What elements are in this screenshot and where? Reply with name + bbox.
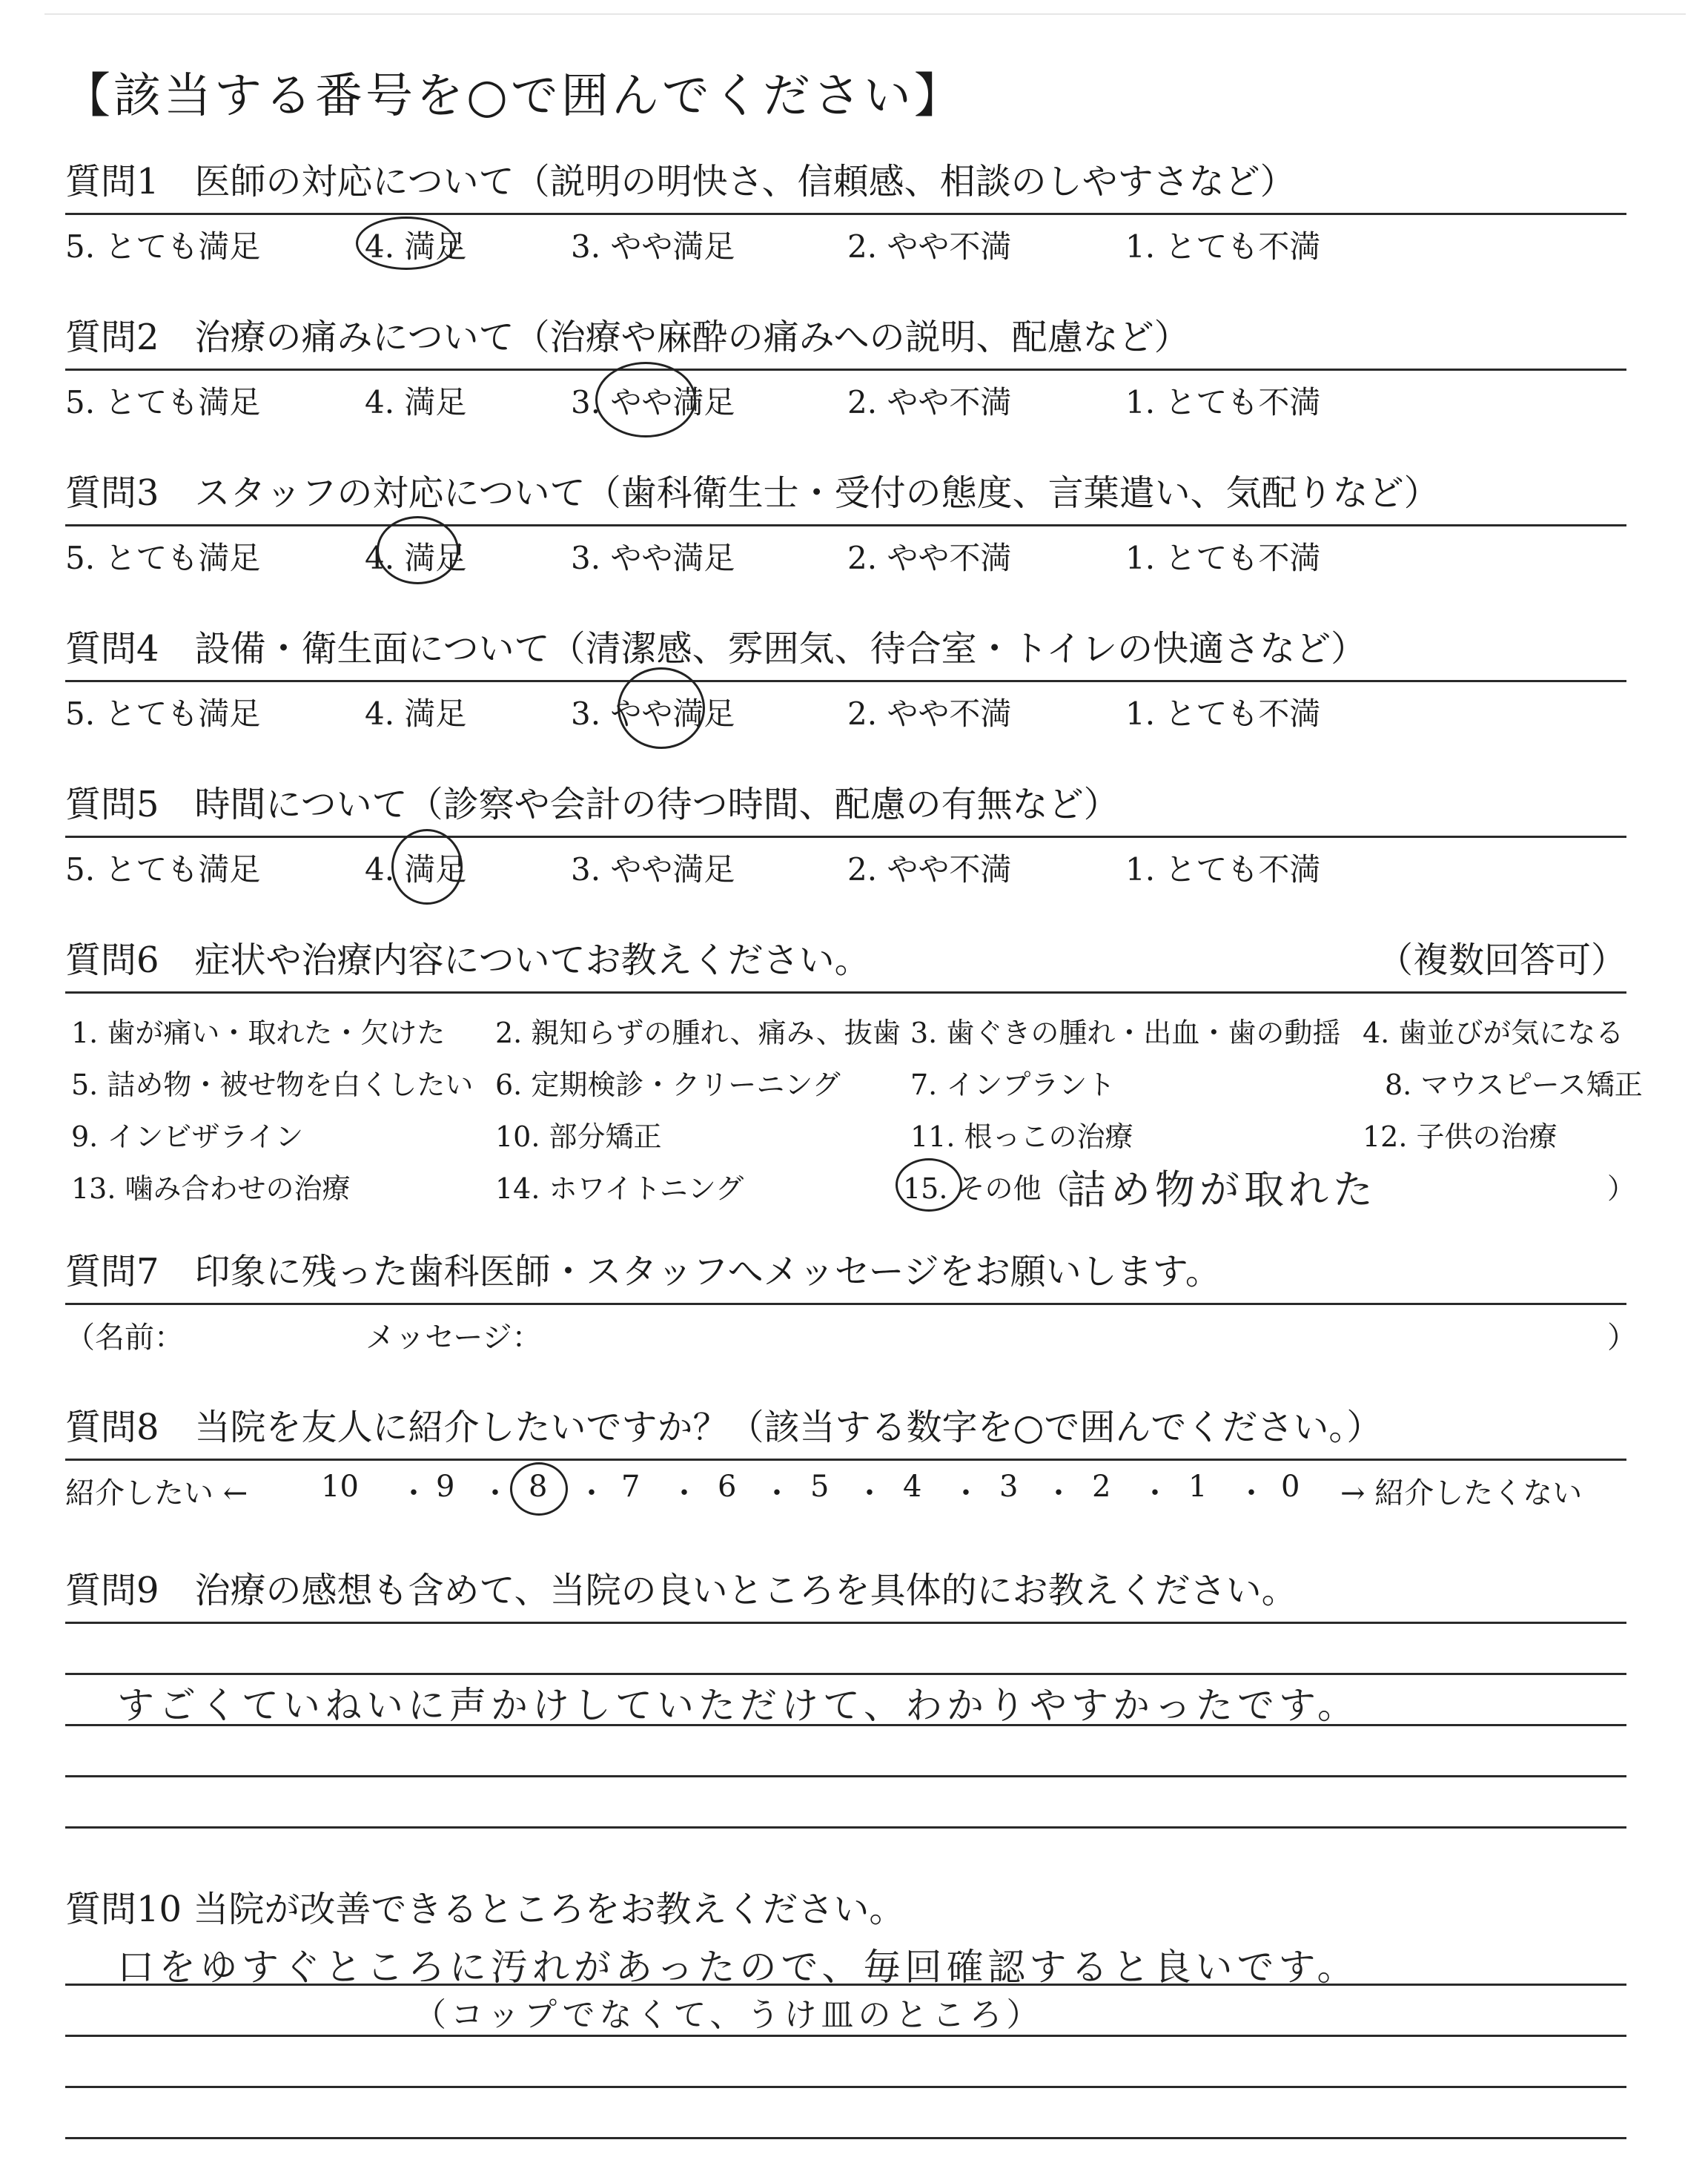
handwritten-answer-note[interactable]: （コップでなくて、うけ皿のところ） bbox=[414, 1996, 1044, 2034]
scale-dot: ・ bbox=[399, 1476, 428, 1510]
selection-circle bbox=[896, 1158, 962, 1212]
option-5[interactable]: 5. とても満足 bbox=[65, 384, 261, 420]
option-4[interactable]: 4. 満足 bbox=[365, 228, 467, 265]
symptom-item[interactable]: 12. 子供の治療 bbox=[1363, 1120, 1558, 1153]
option-1[interactable]: 1. とても不満 bbox=[1125, 540, 1321, 576]
question-8 bbox=[65, 1405, 1626, 1510]
question-9 bbox=[65, 1568, 1626, 1829]
question-heading: 質問5 時間について（診察や会計の待つ時間、配慮の有無など） bbox=[65, 784, 1119, 825]
question-note: （複数回答可） bbox=[1377, 939, 1626, 981]
symptom-item[interactable]: 6. 定期検診・クリーニング bbox=[495, 1069, 841, 1101]
answer-line bbox=[65, 2086, 1626, 2088]
rating-options bbox=[65, 526, 1626, 576]
symptom-item[interactable]: 4. 歯並びが気になる bbox=[1363, 1017, 1624, 1049]
scale-value-0[interactable]: 0 bbox=[1281, 1470, 1300, 1504]
scale-value-3[interactable]: 3 bbox=[999, 1470, 1019, 1504]
option-2[interactable]: 2. やや不満 bbox=[847, 851, 1012, 888]
symptom-item[interactable]: 5. 詰め物・被せ物を白くしたい bbox=[71, 1069, 474, 1101]
option-1[interactable]: 1. とても不満 bbox=[1125, 384, 1321, 420]
question-heading: 質問1 医師の対応について（説明の明快さ、信頼感、相談のしやすさなど） bbox=[65, 161, 1296, 202]
rating-options bbox=[65, 371, 1626, 420]
option-5[interactable]: 5. とても満足 bbox=[65, 696, 261, 732]
scale-value-10[interactable]: 10 bbox=[321, 1470, 359, 1504]
option-5[interactable]: 5. とても満足 bbox=[65, 851, 261, 888]
referral-scale bbox=[65, 1461, 1626, 1510]
scale-value-4[interactable]: 4 bbox=[903, 1470, 922, 1504]
scale-dot: ・ bbox=[669, 1476, 699, 1510]
question-3 bbox=[65, 471, 1626, 576]
rating-options bbox=[65, 215, 1626, 265]
selection-circle bbox=[510, 1462, 568, 1516]
answer-lines bbox=[65, 1946, 1626, 2139]
selection-circle bbox=[391, 829, 463, 905]
scale-right-label: → 紹介したくない bbox=[1340, 1476, 1583, 1510]
question-10 bbox=[65, 1887, 1626, 2139]
question-heading: 質問7 印象に残った歯科医師・スタッフへメッセージをお願いします。 bbox=[65, 1251, 1221, 1292]
scale-left-label: 紹介したい ← bbox=[65, 1476, 248, 1510]
question-heading: 質問9 治療の感想も含めて、当院の良いところを具体的にお教えください。 bbox=[65, 1570, 1297, 1611]
symptom-item[interactable]: 14. ホワイトニング bbox=[495, 1172, 744, 1205]
scale-dot: ・ bbox=[480, 1476, 510, 1510]
question-2 bbox=[65, 315, 1626, 420]
scale-dot: ・ bbox=[1140, 1476, 1170, 1510]
scale-value-9[interactable]: 9 bbox=[436, 1470, 455, 1504]
message-row bbox=[65, 1305, 1637, 1355]
question-heading: 質問6 症状や治療内容についてお教えください。 bbox=[65, 939, 870, 981]
message-close-paren: ） bbox=[1607, 1321, 1637, 1355]
option-5[interactable]: 5. とても満足 bbox=[65, 228, 261, 265]
option-3[interactable]: 3. やや満足 bbox=[571, 851, 735, 888]
selection-circle bbox=[377, 516, 459, 584]
option-2[interactable]: 2. やや不満 bbox=[847, 696, 1012, 732]
selection-circle bbox=[618, 667, 705, 749]
name-label: （名前： bbox=[65, 1321, 184, 1355]
option-2[interactable]: 2. やや不満 bbox=[847, 540, 1012, 576]
other-answer-handwritten[interactable]: 詰め物が取れた bbox=[1066, 1166, 1377, 1213]
symptom-item-other[interactable]: 15. その他（ bbox=[903, 1172, 1070, 1205]
question-5 bbox=[65, 782, 1626, 888]
symptom-grid bbox=[65, 994, 1643, 1216]
option-5[interactable]: 5. とても満足 bbox=[65, 540, 261, 576]
symptom-item[interactable]: 11. 根っこの治療 bbox=[910, 1120, 1133, 1153]
option-3[interactable]: 3. やや満足 bbox=[571, 540, 735, 576]
scale-dot: ・ bbox=[1237, 1476, 1266, 1510]
option-4[interactable]: 4. 満足 bbox=[365, 384, 467, 420]
option-1[interactable]: 1. とても不満 bbox=[1125, 851, 1321, 888]
scale-dot: ・ bbox=[577, 1476, 606, 1510]
rating-options bbox=[65, 838, 1626, 888]
divider bbox=[65, 1622, 1626, 1624]
handwritten-answer[interactable]: 口をゆすぐところに汚れがあったので、毎回確認すると良いです。 bbox=[117, 1946, 1359, 1989]
option-3[interactable]: 3. やや満足 bbox=[571, 228, 735, 265]
question-heading: 質問3 スタッフの対応について（歯科衛生士・受付の態度、言葉遣い、気配りなど） bbox=[65, 472, 1440, 514]
question-7 bbox=[65, 1249, 1637, 1355]
symptom-item[interactable]: 10. 部分矯正 bbox=[495, 1120, 662, 1153]
option-4[interactable]: 4. 満足 bbox=[365, 696, 467, 732]
selection-circle bbox=[595, 362, 696, 437]
option-1[interactable]: 1. とても不満 bbox=[1125, 228, 1321, 265]
symptom-item[interactable]: 2. 親知らずの腫れ、痛み、抜歯 bbox=[495, 1017, 901, 1049]
scale-value-1[interactable]: 1 bbox=[1188, 1470, 1208, 1504]
symptom-item[interactable]: 9. インビザライン bbox=[71, 1120, 304, 1153]
scale-value-8[interactable]: 8 bbox=[529, 1470, 548, 1504]
symptom-item[interactable]: 13. 噛み合わせの治療 bbox=[71, 1172, 351, 1205]
scale-value-6[interactable]: 6 bbox=[718, 1470, 737, 1504]
option-2[interactable]: 2. やや不満 bbox=[847, 228, 1012, 265]
option-3[interactable]: 3. やや満足 bbox=[571, 696, 735, 732]
rating-options bbox=[65, 682, 1626, 732]
top-border bbox=[44, 13, 1686, 15]
answer-line bbox=[65, 1673, 1626, 1675]
page-title: 【該当する番号を○で囲んでください】 bbox=[63, 69, 964, 124]
answer-line bbox=[65, 2137, 1626, 2139]
scale-dot: ・ bbox=[951, 1476, 981, 1510]
message-label: メッセージ： bbox=[365, 1321, 542, 1355]
question-heading: 質問8 当院を友人に紹介したいですか？（該当する数字を○で囲んでください。） bbox=[65, 1407, 1383, 1448]
symptom-item[interactable]: 3. 歯ぐきの腫れ・出血・歯の動揺 bbox=[910, 1017, 1341, 1049]
question-heading: 質問10 当院が改善できるところをお教えください。 bbox=[65, 1889, 905, 1930]
symptom-item[interactable]: 1. 歯が痛い・取れた・欠けた bbox=[71, 1017, 446, 1049]
question-6 bbox=[65, 938, 1643, 1216]
symptom-item[interactable]: 7. インプラント bbox=[910, 1069, 1116, 1101]
scale-value-5[interactable]: 5 bbox=[810, 1470, 830, 1504]
scale-value-2[interactable]: 2 bbox=[1092, 1470, 1111, 1504]
selection-circle bbox=[356, 217, 457, 270]
question-4 bbox=[65, 627, 1626, 732]
option-1[interactable]: 1. とても不満 bbox=[1125, 696, 1321, 732]
option-3[interactable]: 3. やや満足 bbox=[571, 384, 735, 420]
handwritten-answer[interactable]: すごくていねいに声かけしていただけて、わかりやすかったです。 bbox=[117, 1684, 1359, 1727]
symptom-item[interactable]: 8. マウスピース矯正 bbox=[1385, 1069, 1643, 1101]
scale-value-7[interactable]: 7 bbox=[621, 1470, 640, 1504]
scale-dot: ・ bbox=[855, 1476, 884, 1510]
question-1 bbox=[65, 159, 1626, 265]
question-heading: 質問4 設備・衛生面について（清潔感、雰囲気、待合室・トイレの快適さなど） bbox=[65, 628, 1367, 670]
option-4[interactable]: 4. 満足 bbox=[365, 851, 467, 888]
other-close-paren: ） bbox=[1607, 1172, 1636, 1205]
scale-dot: ・ bbox=[1044, 1476, 1073, 1510]
option-2[interactable]: 2. やや不満 bbox=[847, 384, 1012, 420]
answer-line bbox=[65, 1826, 1626, 1829]
answer-lines bbox=[65, 1673, 1626, 1829]
question-heading: 質問2 治療の痛みについて（治療や麻酔の痛みへの説明、配慮など） bbox=[65, 317, 1190, 358]
scale-dot: ・ bbox=[762, 1476, 792, 1510]
answer-line bbox=[65, 1775, 1626, 1777]
option-4[interactable]: 4. 満足 bbox=[365, 540, 467, 576]
